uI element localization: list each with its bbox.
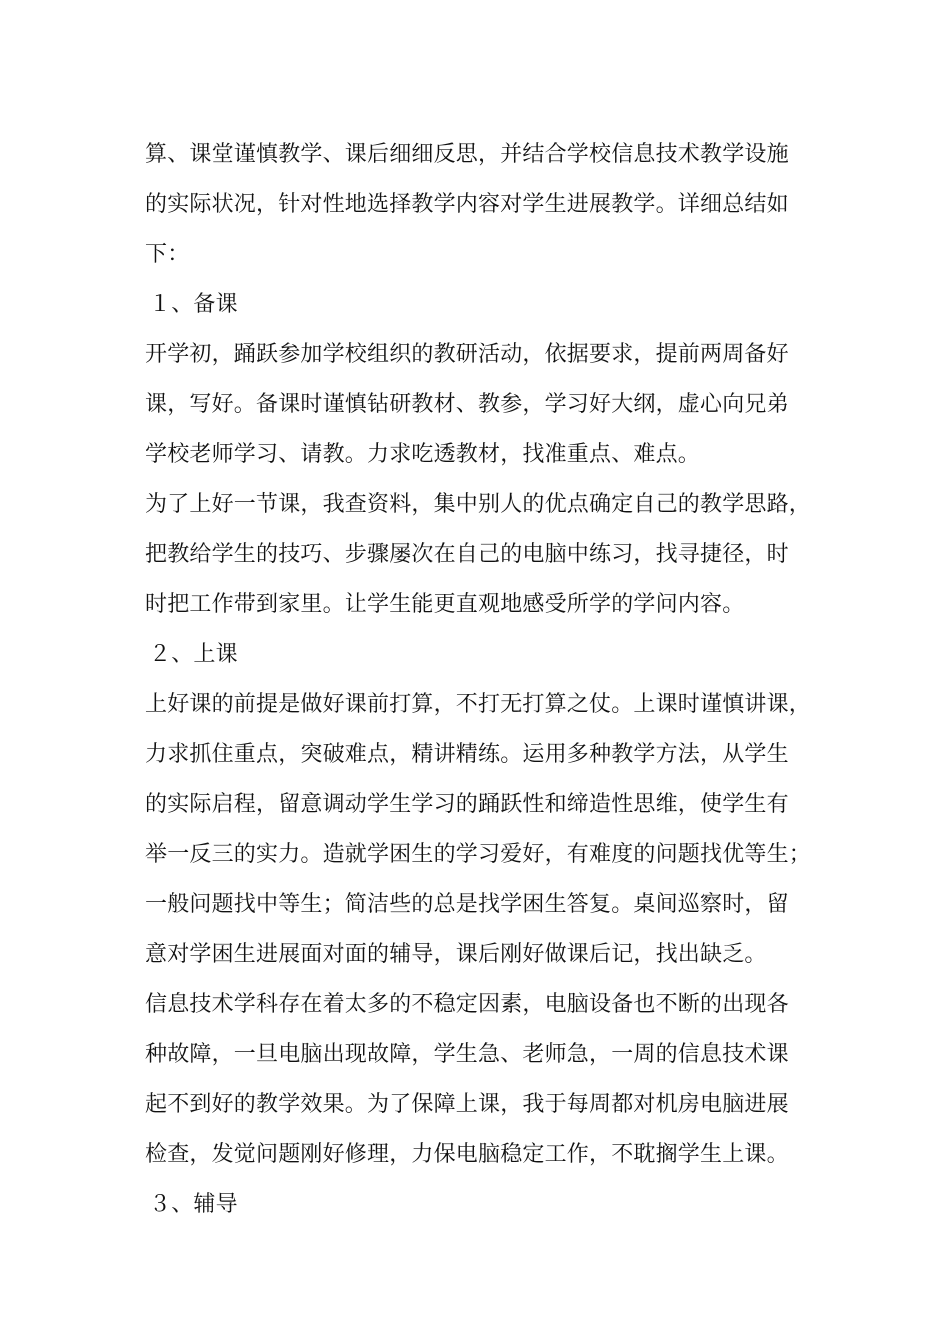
text-line: 举一反三的实力。造就学困生的学习爱好，有难度的问题找优等生； — [145, 842, 812, 867]
section-heading-prepare-lessons: １、备课 — [149, 292, 238, 317]
text-line: 的实际启程，留意调动学生学习的踊跃性和缔造性思维，使学生有 — [145, 792, 789, 817]
text-line: 起不到好的教学效果。为了保障上课，我于每周都对机房电脑进展 — [145, 1092, 789, 1117]
text-line: 把教给学生的技巧、步骤屡次在自己的电脑中练习，找寻捷径，时 — [145, 542, 789, 567]
text-line: 为了上好一节课，我查资料，集中别人的优点确定自己的教学思路， — [145, 492, 812, 517]
text-line: 开学初，踊跃参加学校组织的教研活动，依据要求，提前两周备好 — [145, 342, 789, 367]
text-line: 意对学困生进展面对面的辅导，课后刚好做课后记，找出缺乏。 — [145, 942, 767, 967]
text-line: 信息技术学科存在着太多的不稳定因素，电脑设备也不断的出现各 — [145, 992, 789, 1017]
text-line: 一般问题找中等生；简洁些的总是找学困生答复。桌间巡察时，留 — [145, 892, 789, 917]
text-line: 种故障，一旦电脑出现故障，学生急、老师急，一周的信息技术课 — [145, 1042, 789, 1067]
text-line: 时把工作带到家里。让学生能更直观地感受所学的学问内容。 — [145, 592, 745, 617]
text-line: 上好课的前提是做好课前打算，不打无打算之仗。上课时谨慎讲课， — [145, 692, 812, 717]
text-line: 算、课堂谨慎教学、课后细细反思，并结合学校信息技术教学设施 — [145, 142, 789, 167]
section-heading-tutoring: ３、辅导 — [149, 1192, 238, 1217]
text-line: 课，写好。备课时谨慎钻研教材、教参，学习好大纲，虚心向兄弟 — [145, 392, 789, 417]
text-line: 检查，发觉问题刚好修理，力保电脑稳定工作，不耽搁学生上课。 — [145, 1142, 789, 1167]
document-body — [145, 130, 835, 1230]
text-line: 学校老师学习、请教。力求吃透教材，找准重点、难点。 — [145, 442, 701, 467]
text-line: 下： — [145, 242, 190, 267]
text-line: 的实际状况，针对性地选择教学内容对学生进展教学。详细总结如 — [145, 192, 789, 217]
section-heading-teaching: ２、上课 — [149, 642, 238, 667]
text-line: 力求抓住重点，突破难点，精讲精练。运用多种教学方法，从学生 — [145, 742, 789, 767]
